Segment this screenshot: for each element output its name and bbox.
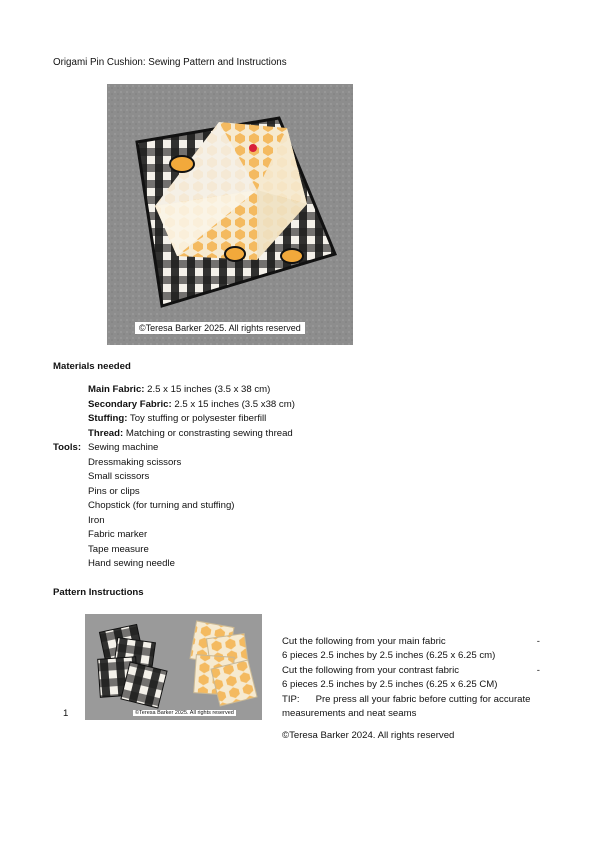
step-number: 1 — [63, 708, 69, 719]
photo-copyright-label: ©Teresa Barker 2025. All rights reserved — [135, 710, 234, 716]
instruction-line: Cut the following from your main fabric - — [282, 636, 540, 647]
pin-cushion-photo — [107, 84, 353, 345]
instruction-line: 6 pieces 2.5 inches by 2.5 inches (6.25 x 6.25 CM) — [282, 679, 498, 690]
tools-label: Tools: — [53, 442, 82, 453]
materials-heading: Materials needed — [53, 361, 131, 372]
instruction-line: Cut the following from your contrast fabric - — [282, 665, 540, 676]
tool-item: Dressmaking scissors — [88, 457, 182, 468]
material-item: Stuffing: Toy stuffing or polysester fiberfill — [88, 413, 267, 424]
pattern-heading: Pattern Instructions — [53, 587, 144, 598]
tool-item: Tape measure — [88, 544, 149, 555]
fabric-squares-illustration — [85, 614, 262, 720]
tool-item: Pins or clips — [88, 486, 140, 497]
material-item: Thread: Matching or constrasting sewing thread — [88, 428, 293, 439]
tool-item: Hand sewing needle — [88, 558, 175, 569]
cut-squares-photo — [85, 614, 262, 720]
material-item: Secondary Fabric: 2.5 x 15 inches (3.5 x38 cm) — [88, 399, 295, 410]
tool-item: Small scissors — [88, 471, 150, 482]
material-item: Main Fabric: 2.5 x 15 inches (3.5 x 38 cm) — [88, 384, 271, 395]
photo-copyright-label: ©Teresa Barker 2025. All rights reserved — [135, 322, 305, 334]
instruction-line: measurements and neat seams — [282, 708, 417, 719]
copyright-notice: ©Teresa Barker 2024. All rights reserved — [282, 730, 455, 741]
tool-item: Fabric marker — [88, 529, 148, 540]
tool-item: Sewing machine — [88, 442, 159, 453]
instruction-line: 6 pieces 2.5 inches by 2.5 inches (6.25 x 6.25 cm) — [282, 650, 496, 661]
document-title: Origami Pin Cushion: Sewing Pattern and Instructions — [53, 57, 287, 68]
pin-cushion-illustration — [107, 84, 353, 345]
tool-item: Iron — [88, 515, 105, 526]
tool-item: Chopstick (for turning and stuffing) — [88, 500, 235, 511]
tip-line: TIP: Pre press all your fabric before cutting for accurate — [282, 694, 531, 705]
